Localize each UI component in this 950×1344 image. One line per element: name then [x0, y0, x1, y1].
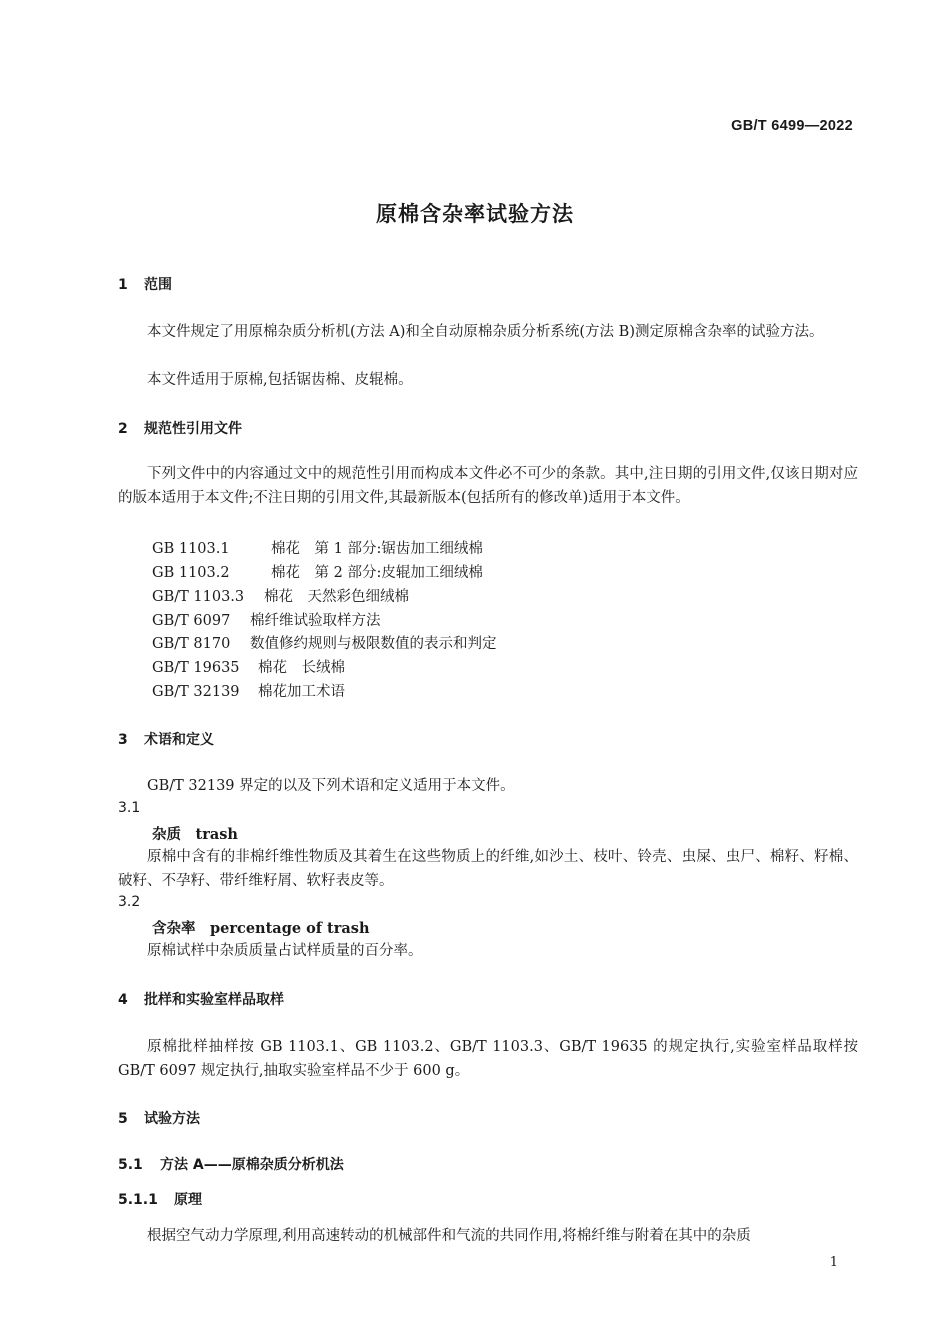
- section-number: 3: [118, 732, 128, 748]
- reference-item: [152, 561, 483, 582]
- section-3-heading: [118, 729, 214, 749]
- reference-code: GB 1103.2: [152, 565, 230, 581]
- term-number: 3.1: [118, 800, 141, 816]
- reference-title: 棉花 长绒棉: [258, 660, 345, 676]
- reference-title: 棉花 第 1 部分:锯齿加工细绒棉: [271, 541, 483, 557]
- section-title: 规范性引用文件: [144, 421, 242, 437]
- section-number: 4: [118, 992, 128, 1008]
- paragraph: 根据空气动力学原理,利用高速转动的机械部件和气流的共同作用,将棉纤维与附着在其中的杂质: [147, 1228, 751, 1244]
- section-title: 试验方法: [144, 1111, 200, 1127]
- reference-item: [152, 656, 345, 677]
- reference-title: 棉花 第 2 部分:皮辊加工细绒棉: [271, 565, 483, 581]
- reference-code: GB/T 19635: [152, 660, 240, 676]
- reference-code: GB 1103.1: [152, 541, 230, 557]
- page-title: 原棉含杂率试验方法: [376, 202, 574, 226]
- subsection-5-1-1-heading: [118, 1189, 202, 1209]
- reference-item: [152, 609, 381, 630]
- reference-title: 棉纤维试验取样方法: [250, 613, 381, 629]
- reference-title: 数值修约规则与极限数值的表示和判定: [250, 636, 497, 652]
- section-number: 5: [118, 1111, 128, 1127]
- section-2-heading: [118, 418, 242, 438]
- paragraph: 本文件适用于原棉,包括锯齿棉、皮辊棉。: [147, 372, 413, 388]
- page-number: 1: [829, 1255, 838, 1270]
- section-title: 原理: [174, 1192, 202, 1208]
- term-name: 含杂率 percentage of trash: [152, 920, 370, 937]
- reference-title: 棉花 天然彩色细绒棉: [264, 589, 409, 605]
- reference-code: GB/T 1103.3: [152, 589, 245, 605]
- paragraph: 原棉批样抽样按 GB 1103.1、GB 1103.2、GB/T 1103.3、GB/T 19635 的规定执行,实验室样品取样按 GB/T 6097 规定执行,抽取实验室样品不少于 600 g。: [118, 1039, 858, 1079]
- reference-item: [152, 585, 409, 606]
- section-title: 术语和定义: [144, 732, 214, 748]
- term-name: 杂质 trash: [152, 826, 238, 843]
- term-definition: 原棉中含有的非棉纤维性物质及其着生在这些物质上的纤维,如沙土、枝叶、铃壳、虫屎、虫尸、棉籽、籽棉、破籽、不孕籽、带纤维籽屑、软籽表皮等。: [118, 849, 858, 889]
- section-number: 1: [118, 277, 128, 293]
- section-4-heading: [118, 989, 284, 1009]
- standard-code: GB/T 6499—2022: [731, 118, 853, 134]
- paragraph: GB/T 32139 界定的以及下列术语和定义适用于本文件。: [147, 778, 515, 794]
- reference-code: GB/T 6097: [152, 613, 231, 629]
- section-1-heading: [118, 274, 172, 294]
- section-title: 方法 A——原棉杂质分析机法: [160, 1157, 344, 1173]
- term-number: 3.2: [118, 894, 141, 910]
- section-number: 5.1: [118, 1157, 143, 1173]
- section-title: 范围: [144, 277, 172, 293]
- reference-title: 棉花加工术语: [258, 684, 345, 700]
- paragraph: 下列文件中的内容通过文中的规范性引用而构成本文件必不可少的条款。其中,注日期的引用文件,仅该日期对应的版本适用于本文件;不注日期的引用文件,其最新版本(包括所有的修改单)适用于本文件。: [118, 466, 858, 506]
- reference-item: [152, 632, 497, 653]
- term-definition: 原棉试样中杂质质量占试样质量的百分率。: [147, 943, 423, 959]
- section-number: 5.1.1: [118, 1192, 158, 1208]
- subsection-5-1-heading: [118, 1154, 344, 1174]
- paragraph: 本文件规定了用原棉杂质分析机(方法 A)和全自动原棉杂质分析系统(方法 B)测定原棉含杂率的试验方法。: [147, 324, 824, 340]
- reference-item: [152, 680, 345, 701]
- section-5-heading: [118, 1108, 200, 1128]
- reference-item: [152, 537, 483, 558]
- reference-code: GB/T 8170: [152, 636, 231, 652]
- reference-code: GB/T 32139: [152, 684, 240, 700]
- section-title: 批样和实验室样品取样: [144, 992, 284, 1008]
- section-number: 2: [118, 421, 128, 437]
